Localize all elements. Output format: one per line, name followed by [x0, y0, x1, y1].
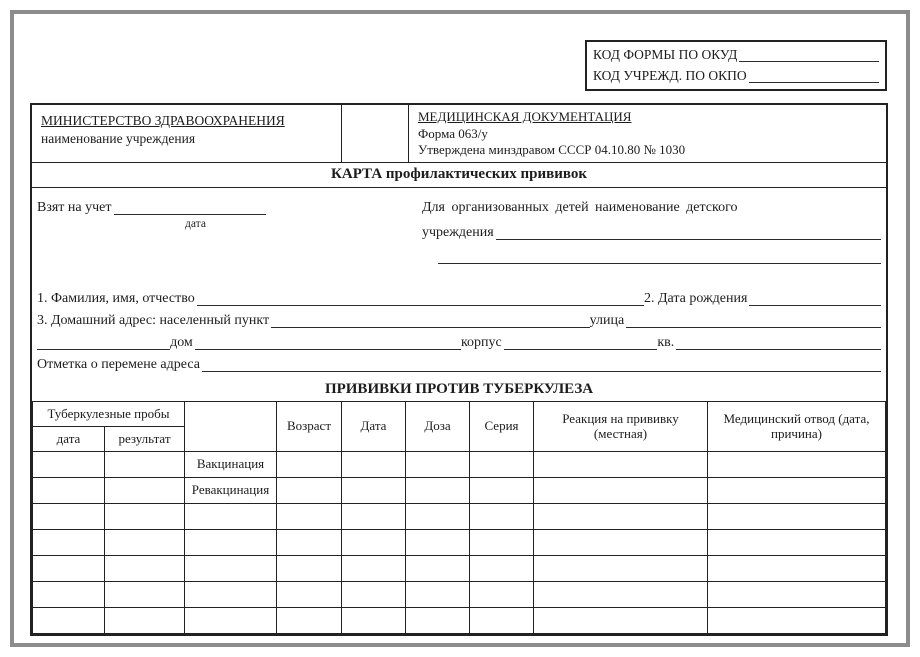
cell-procedure	[185, 555, 277, 581]
house-line	[37, 331, 881, 353]
col-header-medical-exemption: Медицинский отвод (дата, причина)	[708, 401, 886, 451]
cell-date	[342, 555, 406, 581]
table-row-revaccination	[33, 477, 886, 503]
home-address-label: 3. Домашний адрес: населенный пункт	[37, 312, 270, 328]
registration-left	[37, 196, 422, 267]
col-header-test-result: результат	[105, 426, 185, 451]
cell-dose	[406, 581, 470, 607]
institution-line	[422, 219, 881, 243]
cell-date	[342, 607, 406, 633]
cell-age	[277, 581, 342, 607]
cell-exemption	[708, 529, 886, 555]
name-birth-line	[37, 287, 881, 309]
okpo-code-line	[593, 65, 879, 86]
taken-on-record-label: Взят на учет	[37, 199, 112, 215]
cell-test-date	[33, 529, 105, 555]
cell-series	[470, 477, 534, 503]
cell-procedure: Ревакцинация	[185, 477, 277, 503]
cell-test-date	[33, 581, 105, 607]
settlement-cont-blank	[37, 349, 170, 350]
cell-test-result	[105, 529, 185, 555]
house-label: дом	[170, 334, 193, 350]
tb-vaccination-table	[32, 401, 886, 634]
cell-date	[342, 451, 406, 477]
form-fields-area	[32, 188, 886, 377]
apartment-label: кв.	[657, 334, 675, 350]
cell-dose	[406, 477, 470, 503]
okud-code-line	[593, 44, 879, 65]
cell-date	[342, 529, 406, 555]
cell-dose	[406, 451, 470, 477]
cell-age	[277, 451, 342, 477]
taken-on-record-blank	[114, 214, 266, 215]
cell-test-date	[33, 607, 105, 633]
cell-exemption	[708, 503, 886, 529]
cell-dose	[406, 503, 470, 529]
full-name-blank	[197, 305, 644, 306]
cell-age	[277, 503, 342, 529]
cell-reaction	[534, 581, 708, 607]
institution-extra-line	[422, 243, 881, 267]
cell-date	[342, 503, 406, 529]
cell-reaction	[534, 607, 708, 633]
cell-test-date	[33, 503, 105, 529]
cell-test-date	[33, 555, 105, 581]
cell-procedure	[185, 581, 277, 607]
cell-series	[470, 451, 534, 477]
cell-series	[470, 607, 534, 633]
table-header-row-1	[33, 401, 886, 426]
cell-age	[277, 529, 342, 555]
cell-reaction	[534, 555, 708, 581]
cell-procedure	[185, 503, 277, 529]
table-row-vaccination	[33, 451, 886, 477]
building-label: корпус	[460, 334, 502, 350]
address-change-line	[37, 353, 881, 375]
institution-label: учреждения	[422, 224, 494, 240]
cell-dose	[406, 529, 470, 555]
okpo-code-label: КОД УЧРЕЖД. ПО ОКПО	[593, 68, 747, 83]
col-header-tb-tests: Туберкулезные пробы	[33, 401, 185, 426]
cell-dose	[406, 607, 470, 633]
header-empty-cell	[342, 105, 409, 162]
cell-date	[342, 477, 406, 503]
okud-code-label: КОД ФОРМЫ ПО ОКУД	[593, 47, 738, 62]
cell-age	[277, 607, 342, 633]
form-title: КАРТА профилактических прививок	[32, 162, 886, 188]
tb-section-title: ПРИВИВКИ ПРОТИВ ТУБЕРКУЛЕЗА	[324, 380, 594, 397]
address-change-blank	[202, 371, 881, 372]
cell-dose	[406, 555, 470, 581]
okpo-code-blank	[749, 65, 879, 83]
cell-test-result	[105, 503, 185, 529]
cell-series	[470, 581, 534, 607]
institution-extra-blank	[438, 263, 881, 264]
date-caption: дата	[185, 217, 206, 230]
address-change-label: Отметка о перемене адреса	[37, 356, 200, 372]
registration-row	[37, 196, 881, 267]
okud-code-blank	[739, 44, 879, 62]
codes-box	[585, 40, 887, 91]
table-row	[33, 555, 886, 581]
cell-age	[277, 555, 342, 581]
form-number: Форма 063/у	[418, 125, 488, 141]
apartment-blank	[676, 349, 881, 350]
cell-series	[470, 503, 534, 529]
table-row	[33, 529, 886, 555]
organized-children-label: Для организованных детей наименование детского	[422, 199, 738, 215]
cell-procedure	[185, 529, 277, 555]
birth-date-label: 2. Дата рождения	[643, 290, 748, 306]
form-body	[30, 103, 888, 636]
cell-series	[470, 529, 534, 555]
cell-exemption	[708, 607, 886, 633]
cell-test-result	[105, 451, 185, 477]
building-blank	[504, 349, 658, 350]
cell-date	[342, 581, 406, 607]
ministry-caption: наименование учреждения	[41, 131, 196, 146]
settlement-blank	[271, 327, 589, 328]
cell-series	[470, 555, 534, 581]
ministry-cell	[32, 105, 342, 162]
col-header-test-date: дата	[33, 426, 105, 451]
ministry-title: МИНИСТЕРСТВО ЗДРАВООХРАНЕНИЯ	[41, 113, 285, 128]
col-header-date: Дата	[342, 401, 406, 451]
cell-reaction	[534, 503, 708, 529]
birth-date-blank	[749, 305, 881, 306]
form-header	[32, 105, 886, 162]
table-row	[33, 581, 886, 607]
cell-reaction	[534, 477, 708, 503]
col-header-procedure	[185, 401, 277, 451]
table-row	[33, 503, 886, 529]
cell-age	[277, 477, 342, 503]
cell-reaction	[534, 529, 708, 555]
cell-exemption	[708, 581, 886, 607]
col-header-series: Серия	[470, 401, 534, 451]
med-doc-cell	[409, 105, 886, 162]
cell-procedure: Вакцинация	[185, 451, 277, 477]
cell-reaction	[534, 451, 708, 477]
institution-blank	[496, 239, 881, 240]
col-header-reaction: Реакция на прививку (местная)	[534, 401, 708, 451]
street-label: улица	[589, 312, 625, 328]
cell-procedure	[185, 607, 277, 633]
col-header-dose: Доза	[406, 401, 470, 451]
approval-note: Утверждена минздравом СССР 04.10.80 № 1030	[418, 142, 686, 157]
cell-exemption	[708, 477, 886, 503]
col-header-age: Возраст	[277, 401, 342, 451]
full-name-label: 1. Фамилия, имя, отчество	[37, 290, 195, 306]
cell-test-result	[105, 555, 185, 581]
cell-exemption	[708, 451, 886, 477]
cell-exemption	[708, 555, 886, 581]
cell-test-result	[105, 607, 185, 633]
registration-right	[422, 196, 881, 267]
cell-test-date	[33, 451, 105, 477]
cell-test-date	[33, 477, 105, 503]
table-row	[33, 607, 886, 633]
cell-test-result	[105, 581, 185, 607]
cell-test-result	[105, 477, 185, 503]
address-line	[37, 309, 881, 331]
street-blank	[626, 327, 881, 328]
med-doc-title: МЕДИЦИНСКАЯ ДОКУМЕНТАЦИЯ	[418, 109, 632, 124]
taken-on-record-line	[37, 196, 422, 218]
house-blank	[195, 349, 461, 350]
